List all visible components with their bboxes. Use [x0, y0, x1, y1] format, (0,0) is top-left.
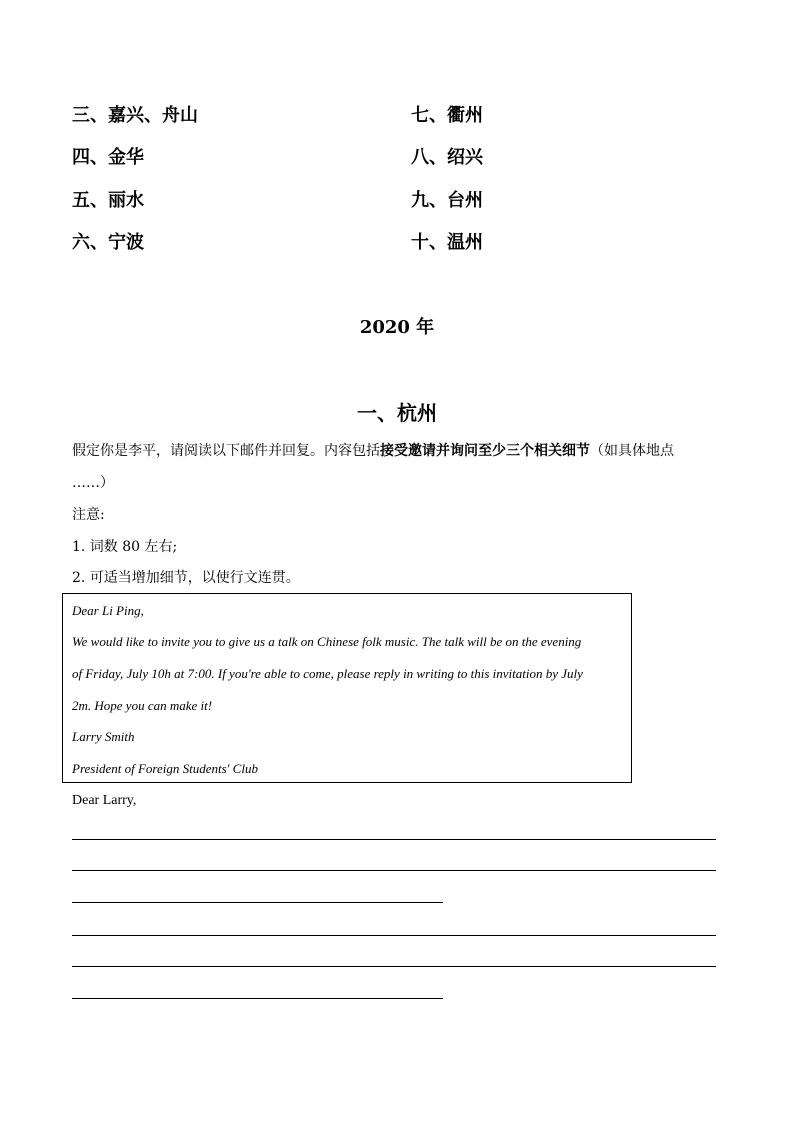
year-heading: 2020 年 [359, 317, 435, 338]
writing-line [72, 935, 716, 936]
prompt-intro-text: 假定你是李平，请阅读以下邮件并回复。内容包括 [72, 443, 380, 459]
prompt-intro [72, 441, 674, 461]
region-item: 三、嘉兴、舟山 [72, 105, 198, 126]
writing-line [72, 839, 716, 840]
region-item: 十、温州 [411, 232, 483, 253]
region-item: 八、绍兴 [411, 147, 483, 168]
region-item: 六、宁波 [72, 232, 144, 253]
region-item: 七、衢州 [411, 105, 483, 126]
region-item: 四、金华 [72, 147, 144, 168]
letter-box [62, 593, 632, 783]
note-item: 2. 可适当增加细节，以使行文连贯。 [72, 570, 300, 586]
letter-line: We would like to invite you to give us a talk on Chinese folk music. The talk will be on the evening [72, 634, 582, 649]
region-item: 五、丽水 [72, 190, 144, 211]
letter-line: 2m. Hope you can make it! [72, 698, 213, 713]
note-item: 1. 词数 80 左右; [72, 539, 178, 555]
letter-line: of Friday, July 10h at 7:00. If you're able to come, please reply in writing to this invitation by July [72, 666, 583, 681]
reply-greeting: Dear Larry, [72, 793, 137, 808]
writing-line [72, 902, 443, 903]
section-heading: 一、杭州 [357, 401, 437, 425]
writing-line [72, 998, 443, 999]
prompt-intro-continued: ……） [72, 475, 114, 491]
notes-title: 注意: [72, 507, 105, 523]
writing-line [72, 870, 716, 871]
letter-signer: Larry Smith [72, 729, 135, 744]
writing-line [72, 966, 716, 967]
region-item: 九、台州 [411, 190, 483, 211]
prompt-intro-bold: 接受邀请并询问至少三个相关细节 [380, 443, 590, 459]
prompt-intro-tail: （如具体地点 [590, 443, 674, 459]
letter-greeting: Dear Li Ping, [72, 603, 144, 618]
letter-signer-title: President of Foreign Students' Club [72, 761, 258, 776]
